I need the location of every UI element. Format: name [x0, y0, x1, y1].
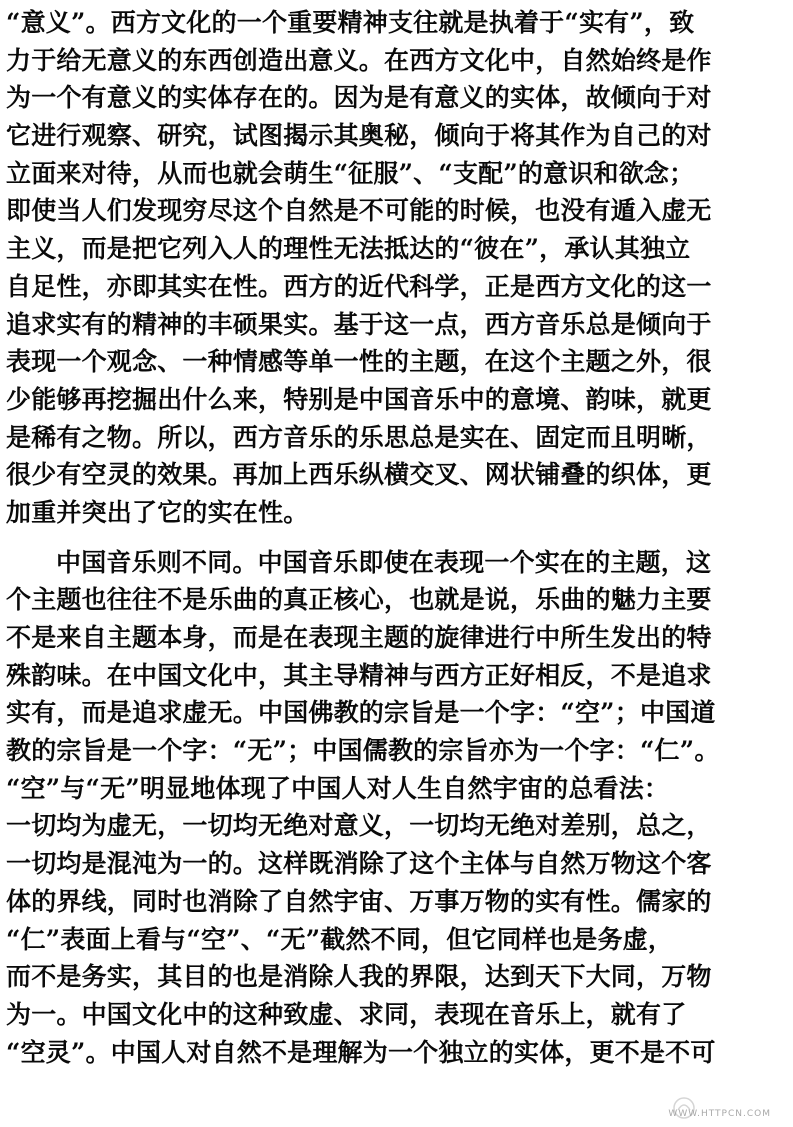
- text-line: 为一。中国文化中的这种致虚、求同，表现在音乐上，就有了: [6, 999, 687, 1029]
- text-line: 为一个有意义的实体存在的。因为是有意义的实体，故倾向于对: [6, 83, 712, 113]
- text-line: 体的界线，同时也消除了自然宇宙、万事万物的实有性。儒家的: [6, 886, 712, 916]
- text-line: 它进行观察、研究，试图揭示其奥秘，倾向于将其作为自己的对: [6, 121, 712, 151]
- text-line: 殊韵味。在中国文化中，其主导精神与西方正好相反，不是追求: [6, 660, 712, 690]
- text-line: 加重并突出了它的实在性。: [6, 497, 309, 527]
- text-line: 少能够再挖掘出什么来，特别是中国音乐中的意境、韵味，就更: [6, 384, 712, 414]
- text-line: 自足性，亦即其实在性。西方的近代科学，正是西方文化的这一: [6, 271, 712, 301]
- text-line: 即使当人们发现穷尽这个自然是不可能的时候，也没有遁入虚无: [6, 196, 712, 226]
- text-line: 追求实有的精神的丰硕果实。基于这一点，西方音乐总是倾向于: [6, 309, 712, 339]
- text-line: 主义，而是把它列入人的理性无法抵达的“彼在”，承认其独立: [6, 234, 691, 264]
- paragraph-1: [6, 4, 778, 532]
- text-line: 个主题也往往不是乐曲的真正核心，也就是说，乐曲的魅力主要: [6, 585, 712, 615]
- text-line: 一切均为虚无，一切均无绝对意义，一切均无绝对差别，总之，: [6, 811, 712, 841]
- text-line: 教的宗旨是一个字：“无”；中国儒教的宗旨亦为一个字：“仁”。: [6, 736, 720, 766]
- watermark: WWW.HTTPCN.COM: [668, 1109, 771, 1119]
- text-line: 而不是务实，其目的也是消除人我的界限，达到天下大同，万物: [6, 962, 712, 992]
- text-line: 实有，而是追求虚无。中国佛教的宗旨是一个字：“空”；中国道: [6, 698, 716, 728]
- text-line: 表现一个观念、一种情感等单一性的主题，在这个主题之外，很: [6, 347, 712, 377]
- text-line: 很少有空灵的效果。再加上西乐纵横交叉、网状铺叠的织体，更: [6, 460, 712, 490]
- text-line: 一切均是混沌为一的。这样既消除了这个主体与自然万物这个客: [6, 849, 712, 879]
- text-line: 中国音乐则不同。中国音乐即使在表现一个实在的主题，这: [56, 547, 712, 577]
- text-line: 不是来自主题本身，而是在表现主题的旋律进行中所生发出的特: [6, 623, 712, 652]
- text-line: 是稀有之物。所以，西方音乐的乐思总是实在、固定而且明晰，: [6, 422, 712, 452]
- text-line: “仁”表面上看与“空”、“无”截然不同，但它同样也是务虚，: [6, 924, 674, 954]
- text-line: 力于给无意义的东西创造出意义。在西方文化中，自然始终是作: [6, 45, 712, 75]
- text-line: “空”与“无”明显地体现了中国人对人生自然宇宙的总看法：: [6, 773, 670, 803]
- text-line: 立面来对待，从而也就会萌生“征服”、“支配”的意识和欲念；: [6, 158, 695, 188]
- document-body: [6, 4, 778, 1071]
- paragraph-gap: [6, 532, 778, 544]
- text-line: “意义”。西方文化的一个重要精神支往就是执着于“实有”，致: [6, 8, 695, 37]
- paragraph-2: [6, 544, 778, 1072]
- text-line: “空灵”。中国人对自然不是理解为一个独立的实体，更不是不可: [6, 1037, 716, 1067]
